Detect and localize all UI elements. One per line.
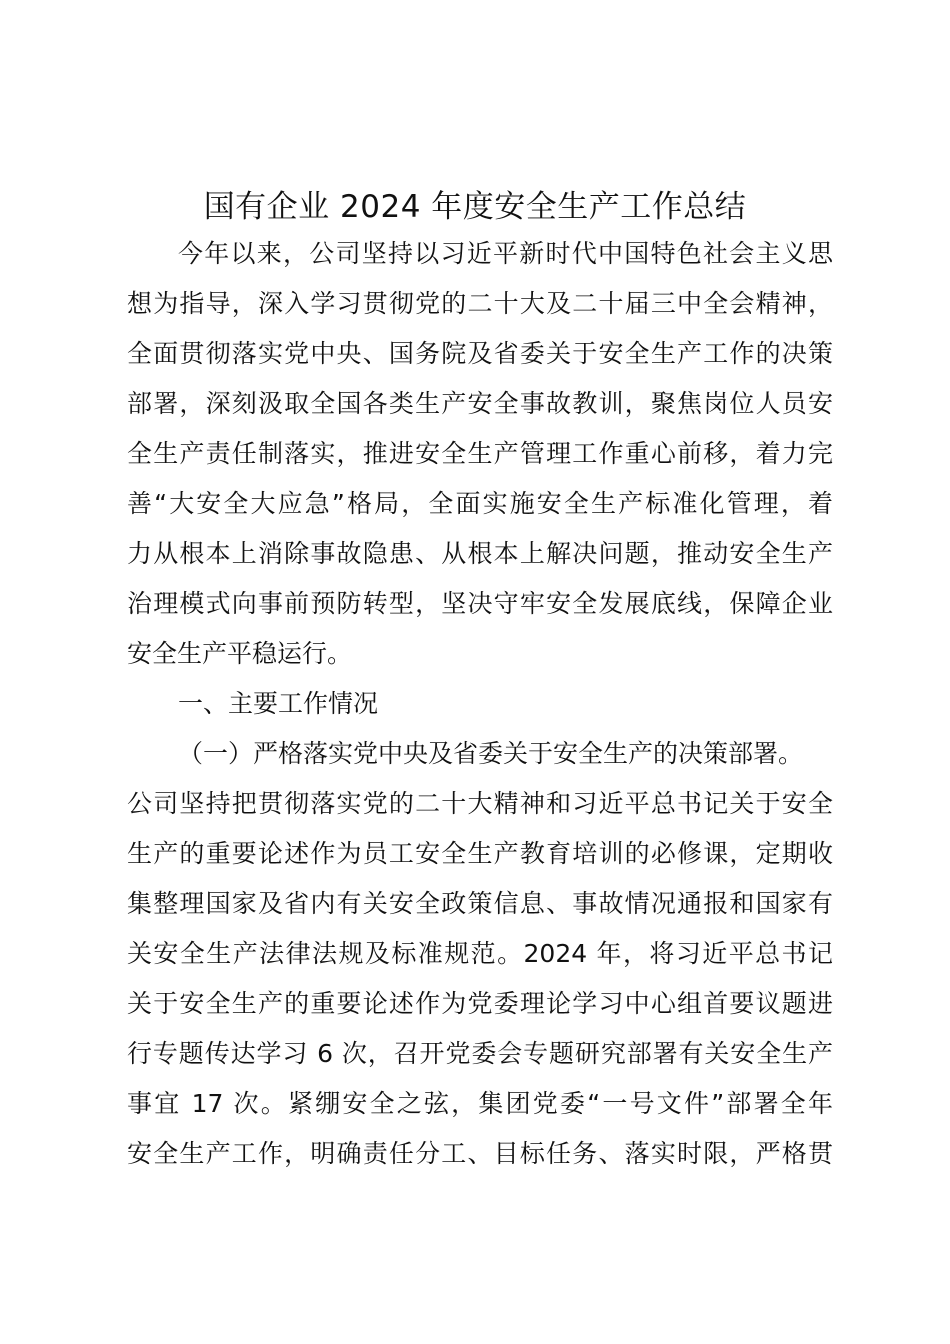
- paragraph-line: 善“大安全大应急”格局，全面实施安全生产标准化管理，着: [127, 489, 833, 518]
- paragraph-line: 全生产责任制落实，推进安全生产管理工作重心前移，着力完: [127, 439, 833, 468]
- document-title: 国有企业 2024 年度安全生产工作总结: [203, 189, 747, 225]
- paragraph-line: 集整理国家及省内有关安全政策信息、事故情况通报和国家有: [127, 889, 833, 918]
- paragraph-line: 安全生产平稳运行。: [127, 639, 353, 668]
- paragraph-line: 关安全生产法律法规及标准规范。2024 年，将习近平总书记: [127, 939, 833, 968]
- paragraph-line: 事宜 17 次。紧绷安全之弦，集团党委“一号文件”部署全年: [127, 1089, 833, 1118]
- paragraph-line: 生产的重要论述作为员工安全生产教育培训的必修课，定期收: [127, 839, 833, 868]
- paragraph-line: 安全生产工作，明确责任分工、目标任务、落实时限，严格贯: [127, 1139, 833, 1168]
- paragraph-line: 行专题传达学习 6 次，召开党委会专题研究部署有关安全生产: [127, 1039, 833, 1068]
- paragraph-line: 公司坚持把贯彻落实党的二十大精神和习近平总书记关于安全: [127, 789, 833, 818]
- paragraph-line: 关于安全生产的重要论述作为党委理论学习中心组首要议题进: [127, 989, 833, 1018]
- subsection-heading: （一）严格落实党中央及省委关于安全生产的决策部署。: [178, 739, 804, 768]
- section-heading: 一、主要工作情况: [178, 689, 379, 718]
- paragraph-line: 全面贯彻落实党中央、国务院及省委关于安全生产工作的决策: [127, 339, 833, 368]
- paragraph-line: 部署，深刻汲取全国各类生产安全事故教训，聚焦岗位人员安: [127, 389, 833, 418]
- paragraph-line: 力从根本上消除事故隐患、从根本上解决问题，推动安全生产: [127, 539, 833, 568]
- paragraph-line: 治理模式向事前预防转型，坚决守牢安全发展底线，保障企业: [127, 589, 833, 618]
- paragraph-line: 今年以来，公司坚持以习近平新时代中国特色社会主义思: [178, 239, 833, 268]
- paragraph-line: 想为指导，深入学习贯彻党的二十大及二十届三中全会精神，: [127, 289, 833, 318]
